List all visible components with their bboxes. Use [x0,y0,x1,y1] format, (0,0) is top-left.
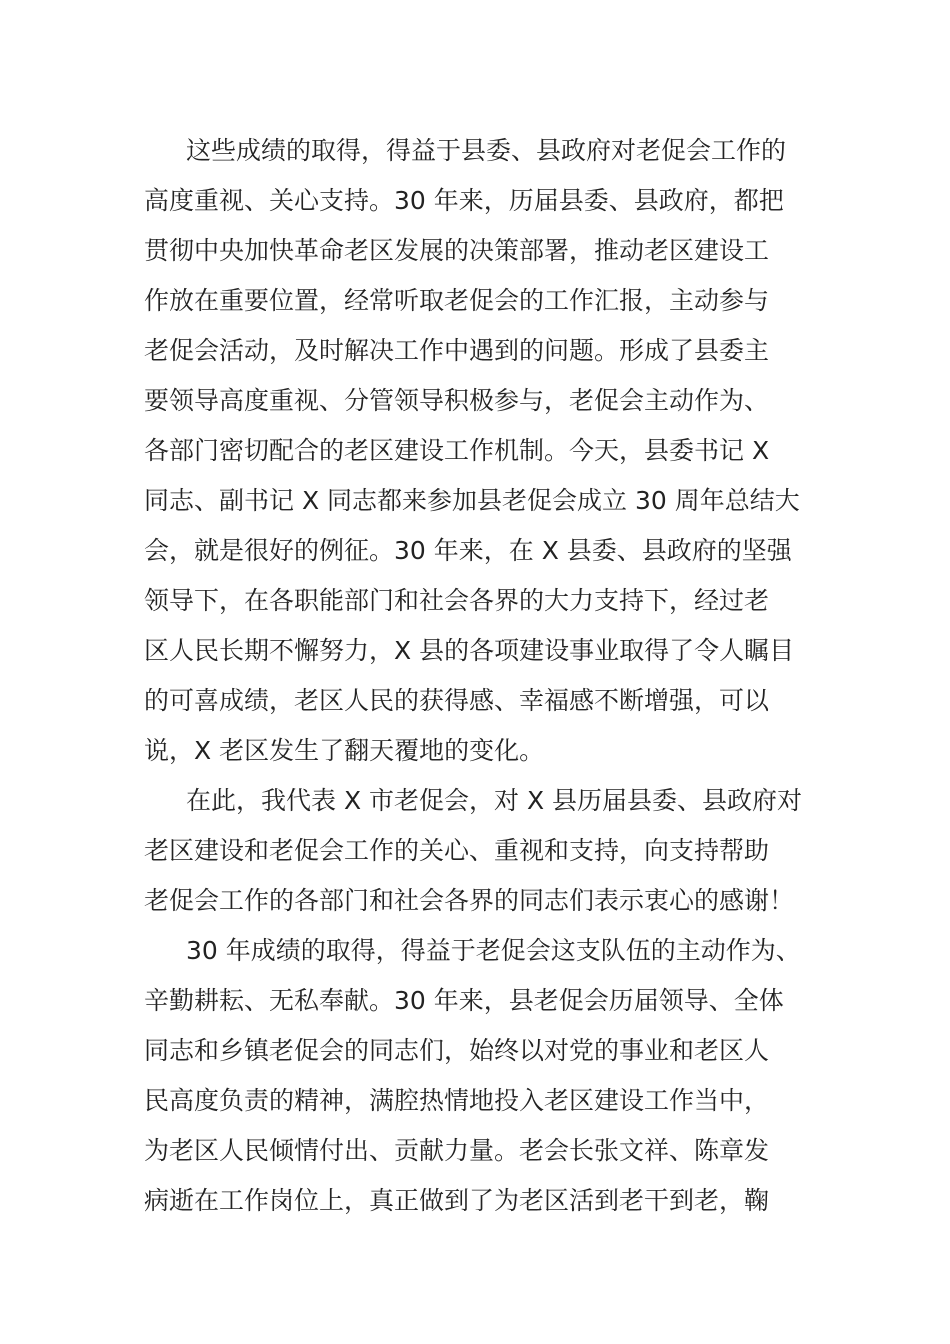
paragraph-1-line-12: 的可喜成绩，老区人民的获得感、幸福感不断增强，可以 [144,686,770,715]
paragraph-1-line-8: 同志、副书记 X 同志都来参加县老促会成立 30 周年总结大 [144,486,800,515]
paragraph-1-line-6: 要领导高度重视、分管领导积极参与，老促会主动作为、 [144,386,770,415]
paragraph-1-line-5: 老促会活动，及时解决工作中遇到的问题。形成了县委主 [144,336,770,365]
document-body [144,126,806,1226]
paragraph-3-line-5: 为老区人民倾情付出、贡献力量。老会长张文祥、陈章发 [144,1136,770,1165]
paragraph-3-line-1: 30 年成绩的取得，得益于老促会这支队伍的主动作为、 [186,936,801,965]
paragraph-3-line-6: 病逝在工作岗位上，真正做到了为老区活到老干到老，鞠 [144,1186,770,1215]
paragraph-1-line-13: 说，X 老区发生了翻天覆地的变化。 [144,736,545,765]
paragraph-1-line-11: 区人民长期不懈努力，X 县的各项建设事业取得了令人瞩目 [144,636,795,665]
paragraph-1-line-2: 高度重视、关心支持。30 年来，历届县委、县政府，都把 [144,186,784,215]
paragraph-1-line-1: 这些成绩的取得，得益于县委、县政府对老促会工作的 [186,136,787,165]
paragraph-3-line-3: 同志和乡镇老促会的同志们，始终以对党的事业和老区人 [144,1036,770,1065]
paragraph-2-line-2: 老区建设和老促会工作的关心、重视和支持，向支持帮助 [144,836,770,865]
paragraph-3-line-2: 辛勤耕耘、无私奉献。30 年来，县老促会历届领导、全体 [144,986,784,1015]
paragraph-1-line-3: 贯彻中央加快革命老区发展的决策部署，推动老区建设工 [144,236,770,265]
paragraph-3-line-4: 民高度负责的精神，满腔热情地投入老区建设工作当中， [144,1086,770,1115]
paragraph-1-line-7: 各部门密切配合的老区建设工作机制。今天，县委书记 X [144,436,770,465]
paragraph-1-line-10: 领导下，在各职能部门和社会各界的大力支持下，经过老 [144,586,770,615]
paragraph-2-line-1: 在此，我代表 X 市老促会，对 X 县历届县委、县政府对 [186,786,803,815]
paragraph-2-line-3: 老促会工作的各部门和社会各界的同志们表示衷心的感谢！ [144,886,795,915]
paragraph-1-line-4: 作放在重要位置，经常听取老促会的工作汇报，主动参与 [144,286,770,315]
paragraph-1-line-9: 会，就是很好的例征。30 年来，在 X 县委、县政府的坚强 [144,536,792,565]
